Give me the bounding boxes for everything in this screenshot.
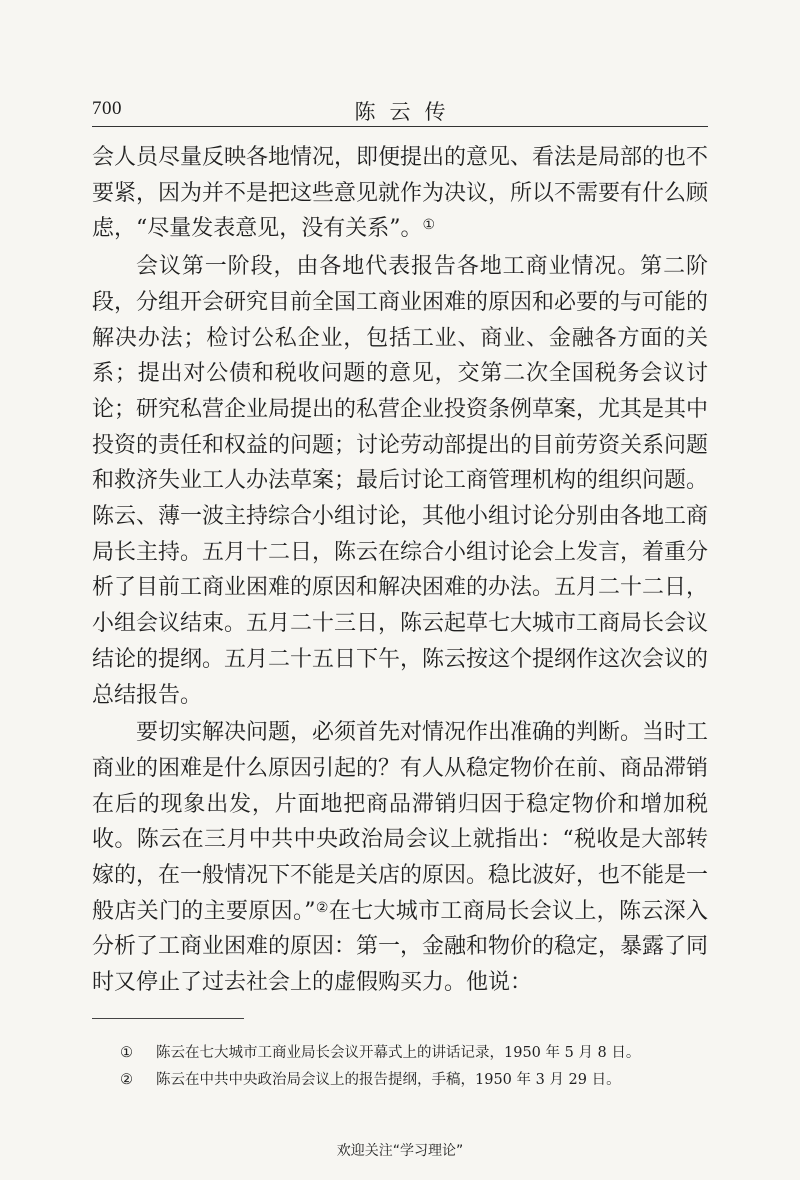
footnote-text: 陈云在七大城市工商业局长会议开幕式上的讲话记录，1950 年 5 月 8 日。 [156,1045,641,1061]
page-header [92,98,708,127]
footnote-marker: ② [120,1072,133,1088]
page-number: 700 [92,98,122,119]
footnote-reference[interactable]: ① [422,217,436,234]
running-title: 陈云传 [354,100,460,124]
paragraph-text: 会人员尽量反映各地情况，即便提出的意见、看法是局部的也不要紧，因为并不是把这些意见就作为决议，所以不需要有什么顾虑，“尽量发表意见，没有关系”。 [92,145,709,242]
paragraph [92,715,708,1001]
footnote [120,1040,720,1067]
footnotes [120,1040,720,1094]
footnote-reference[interactable]: ② [315,899,329,916]
footnote-marker: ① [120,1045,133,1061]
paragraph-text: 会议第一阶段，由各地代表报告各地工商业情况。第二阶段，分组开会研究目前全国工商业困难的原因和必要的与可能的解决办法；检讨公私企业，包括工业、商业、金融各方面的关系；提出对公债和税收问题的意见，交第二次全国税务会议讨论；研究私营企业局提出的私营企业投资条例草案，尤其是其中投资的责任和权益的问题；讨论劳动部提出的目前劳资关系问题和救济失业工人办法草案；最后讨论工商管理机构的组织问题。陈云、薄一波主持综合小组讨论，其他小组讨论分别由各地工商局长主持。五月十二日，陈云在综合小组讨论会上发言，着重分析了目前工商业困难的原因和解决困难的办法。五月二十二日，小组会议结束。五月二十三日，陈云起草七大城市工商局长会议结论的提纲。五月二十五日下午，陈云按这个提纲作这次会议的总结报告。 [92,254,709,708]
paragraph-text: 在七大城市工商局长会议上，陈云深入分析了工商业困难的原因：第一，金融和物价的稳定，暴露了同时又停止了过去社会上的虚假购买力。他说： [92,898,709,996]
footnote-text: 陈云在中共中央政治局会议上的报告提纲，手稿，1950 年 3 月 29 日。 [156,1072,621,1088]
footnote-divider [92,1018,244,1019]
footnote [120,1067,720,1094]
bottom-caption: 欢迎关注“学习理论” [336,1143,464,1159]
paragraph [92,140,708,247]
paragraph-text: 要切实解决问题，必须首先对情况作出准确的判断。当时工商业的困难是什么原因引起的？有人从稳定物价在前、商品滞销在后的现象出发，片面地把商品滞销归因于稳定物价和增加税收。陈云在三月中共中央政治局会议上就指出：“税收是大部转嫁的，在一般情况下不能是关店的原因。稳比波好，也不能是一般店关门的主要原因。” [92,720,709,924]
body-text [92,140,708,1001]
paragraph [92,249,708,713]
